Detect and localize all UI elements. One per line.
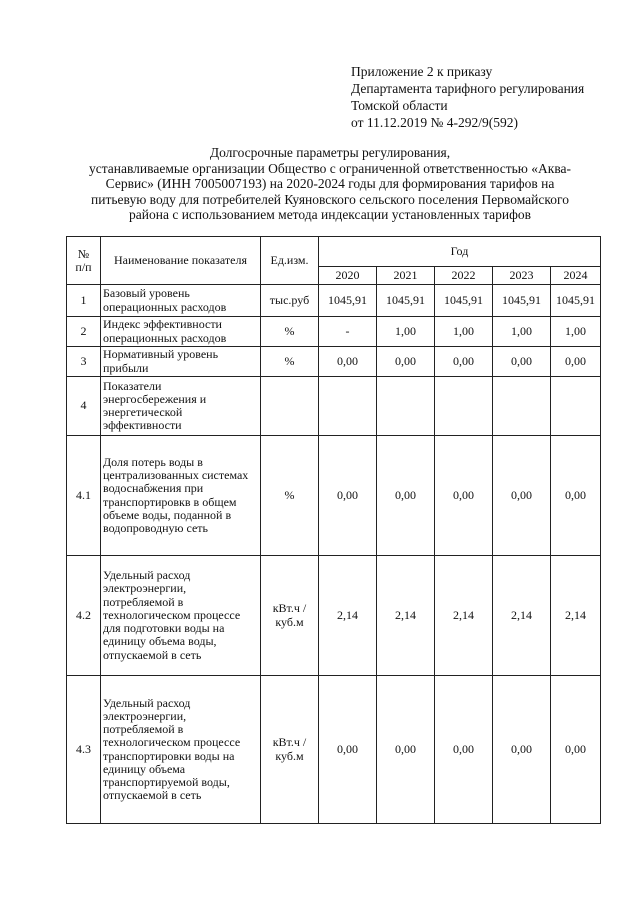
header-year-cell: 2022 (435, 267, 493, 285)
row-value (551, 377, 601, 436)
row-name: Доля потерь воды в централизованных системах водоснабжения при транспортировкв в общем объеме воды, поданной в водопроводную сеть (101, 436, 261, 556)
row-value: 0,00 (493, 436, 551, 556)
header-year-cell: 2021 (377, 267, 435, 285)
appendix-line: Томской области (351, 98, 448, 113)
row-name: Нормативный уровень прибыли (101, 347, 261, 377)
parameters-table (66, 236, 601, 824)
row-value: 2,14 (551, 556, 601, 676)
document-title (60, 145, 600, 223)
row-value (377, 377, 435, 436)
title-line: Долгосрочные параметры регулирования, (209, 145, 451, 160)
header-year-cell: 2020 (319, 267, 377, 285)
row-num: 2 (67, 317, 101, 347)
row-name: Удельный расход электроэнергии, потребляемой в технологическом процессе транспортировки воды на единицу объема транспортируемой воды, отпускаемой в сеть (101, 676, 261, 824)
header-year-cell: 2023 (493, 267, 551, 285)
row-value (319, 377, 377, 436)
row-value: 0,00 (551, 347, 601, 377)
row-value (435, 377, 493, 436)
row-num: 4 (67, 377, 101, 436)
row-value: 2,14 (493, 556, 551, 676)
row-num: 3 (67, 347, 101, 377)
row-value: 0,00 (319, 676, 377, 824)
table-row (67, 556, 601, 676)
header-num-line: п/п (75, 259, 92, 274)
row-value: 0,00 (493, 347, 551, 377)
table-row (67, 347, 601, 377)
header-year: Год (319, 237, 601, 267)
row-value: 0,00 (493, 676, 551, 824)
row-value: 1,00 (551, 317, 601, 347)
row-name: Удельный расход электроэнергии, потребляемой в технологическом процессе для подготовки воды на единицу объема воды, отпускаемой в сеть (101, 556, 261, 676)
appendix-line: Департамента тарифного регулирования (351, 81, 585, 96)
row-value: 0,00 (319, 347, 377, 377)
row-value: - (319, 317, 377, 347)
row-value: 0,00 (377, 436, 435, 556)
row-unit: % (261, 436, 319, 556)
header-name: Наименование показателя (101, 237, 261, 285)
row-name: Базовый уровень операционных расходов (101, 285, 261, 317)
row-value (493, 377, 551, 436)
title-line: района с использованием метода индексации установленных тарифов (129, 207, 531, 222)
row-value: 0,00 (319, 436, 377, 556)
row-unit: % (261, 317, 319, 347)
appendix-line: от 11.12.2019 № 4-292/9(592) (351, 115, 518, 130)
row-value: 1045,91 (493, 285, 551, 317)
row-value: 0,00 (551, 436, 601, 556)
row-num: 4.3 (67, 676, 101, 824)
appendix-line: Приложение 2 к приказу (351, 64, 493, 79)
row-unit: кВт.ч / куб.м (261, 676, 319, 824)
row-value: 2,14 (377, 556, 435, 676)
row-num: 4.2 (67, 556, 101, 676)
table-row (67, 436, 601, 556)
row-value: 0,00 (551, 676, 601, 824)
title-line: питьевую воду для потребителей Куяновского сельского поселения Первомайского (91, 191, 569, 207)
table-row (67, 377, 601, 436)
title-line: устанавливаемые организации Общество с ограниченной ответственностью «Аква- (88, 160, 572, 176)
header-num (67, 237, 101, 285)
row-value: 0,00 (435, 347, 493, 377)
row-unit: % (261, 347, 319, 377)
row-num: 4.1 (67, 436, 101, 556)
row-unit: кВт.ч / куб.м (261, 556, 319, 676)
row-unit: тыс.руб (261, 285, 319, 317)
table-row (67, 285, 601, 317)
row-value: 1,00 (435, 317, 493, 347)
header-unit: Ед.изм. (261, 237, 319, 285)
row-value: 0,00 (377, 676, 435, 824)
row-value: 1,00 (493, 317, 551, 347)
row-value: 2,14 (435, 556, 493, 676)
row-value: 1045,91 (551, 285, 601, 317)
table-row (67, 317, 601, 347)
row-value: 1045,91 (377, 285, 435, 317)
header-year-cell: 2024 (551, 267, 601, 285)
row-value: 1,00 (377, 317, 435, 347)
row-name: Индекс эффективности операционных расходов (101, 317, 261, 347)
title-line: Сервис» (ИНН 7005007193) на 2020-2024 годы для формирования тарифов на (105, 176, 555, 191)
row-name: Показатели энергосбережения и энергетической эффективности (101, 377, 261, 436)
row-value: 1045,91 (319, 285, 377, 317)
row-value: 0,00 (435, 436, 493, 556)
header-num-line: № (77, 246, 90, 261)
row-unit (261, 377, 319, 436)
row-value: 0,00 (435, 676, 493, 824)
row-value: 0,00 (377, 347, 435, 377)
row-value: 2,14 (319, 556, 377, 676)
table-row (67, 676, 601, 824)
row-value: 1045,91 (435, 285, 493, 317)
appendix-block (351, 63, 584, 131)
row-num: 1 (67, 285, 101, 317)
